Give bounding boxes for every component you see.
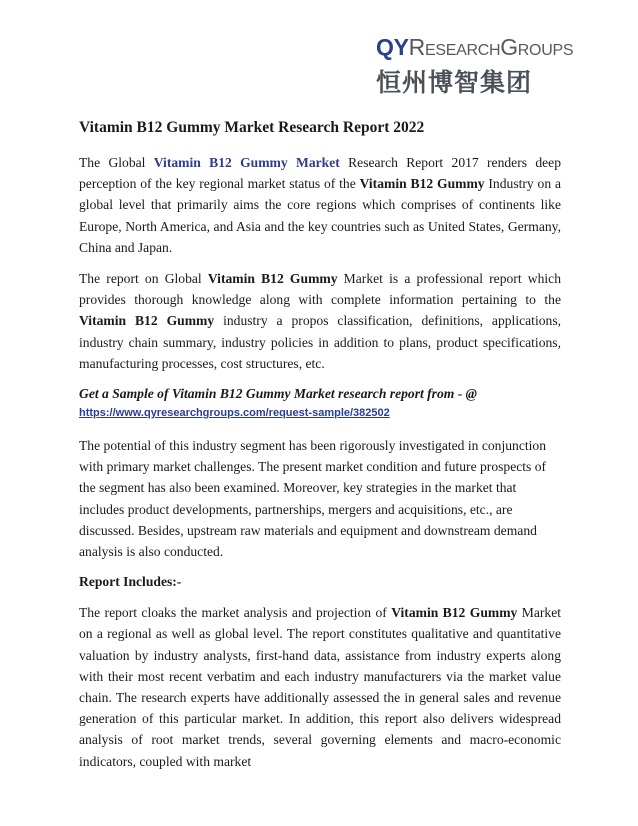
analysis-paragraph <box>79 602 561 772</box>
p4-bold-1: Vitamin B12 Gummy <box>391 605 518 621</box>
sample-request-text: Get a Sample of Vitamin B12 Gummy Market research report from - @ <box>79 386 477 402</box>
document-body <box>79 118 561 782</box>
overview-paragraph <box>79 268 561 374</box>
logo-english-name <box>376 34 574 60</box>
section-heading-report-includes: Report Includes:- <box>79 574 182 590</box>
potential-paragraph: The potential of this industry segment has been rigorously investigated in conjunction with primary market challenges. The present market condition and future prospects of the segment has also been examined. Moreover, key strategies in the market that includes product developments, partnerships, mergers and acquisitions, etc., are discussed. Besides, upstream raw materials and equipment and downstream demand analysis is also conducted. <box>79 438 547 560</box>
market-link-highlight[interactable]: Vitamin B12 Gummy Market <box>153 155 340 170</box>
logo-prefix: QY <box>376 34 409 60</box>
p2-text-2: Market is a professional report which provides thorough knowledge along with complete information pertaining to the <box>79 271 561 308</box>
p2-text-3: industry a propos classification, definitions, applications, industry chain summary, industry policies in addition to plans, product specifications, manufacturing processes, cost structures, etc. <box>79 313 562 371</box>
p2-bold-2: Vitamin B12 Gummy <box>79 313 215 329</box>
p1-text-2: Research Report 2017 renders deep perception of the key regional market status of the <box>79 155 561 192</box>
intro-paragraph <box>79 152 561 258</box>
logo-suffix: ResearchGroups <box>408 34 574 60</box>
report-title: Vitamin B12 Gummy Market Research Report 2022 <box>79 119 425 136</box>
p4-text-1: The report cloaks the market analysis and projection of <box>79 605 392 621</box>
p1-text-1: The Global <box>79 155 154 170</box>
p1-bold-1: Vitamin B12 Gummy <box>359 176 485 192</box>
logo-chinese-name: 恒州博智集团 <box>376 68 533 97</box>
p4-text-2: Market on a regional as well as global level. The report constitutes qualitative and quantitative valuation by industry analysts, first-hand data, assistance from industry experts along with their most recent verbatim and each industry manufacturers via the market value chain. The research experts have additionally assessed the in general sales and revenue generation of this particular market. In addition, this report also delivers widespread analysis of root market trends, several governing elements and macro-economic indicators, coupled with market <box>79 605 562 769</box>
sample-request-link[interactable]: https://www.qyresearchgroups.com/request-sample/382502 <box>79 407 390 420</box>
p1-text-3: Industry on a global level that primarily aims the core regions which comprises of continents like Europe, North America, and Asia and the key countries such as United States, Germany, China and Japan. <box>79 176 562 255</box>
p2-text-1: The report on Global <box>79 271 208 287</box>
company-logo <box>376 34 574 100</box>
p2-bold-1: Vitamin B12 Gummy <box>207 271 338 287</box>
